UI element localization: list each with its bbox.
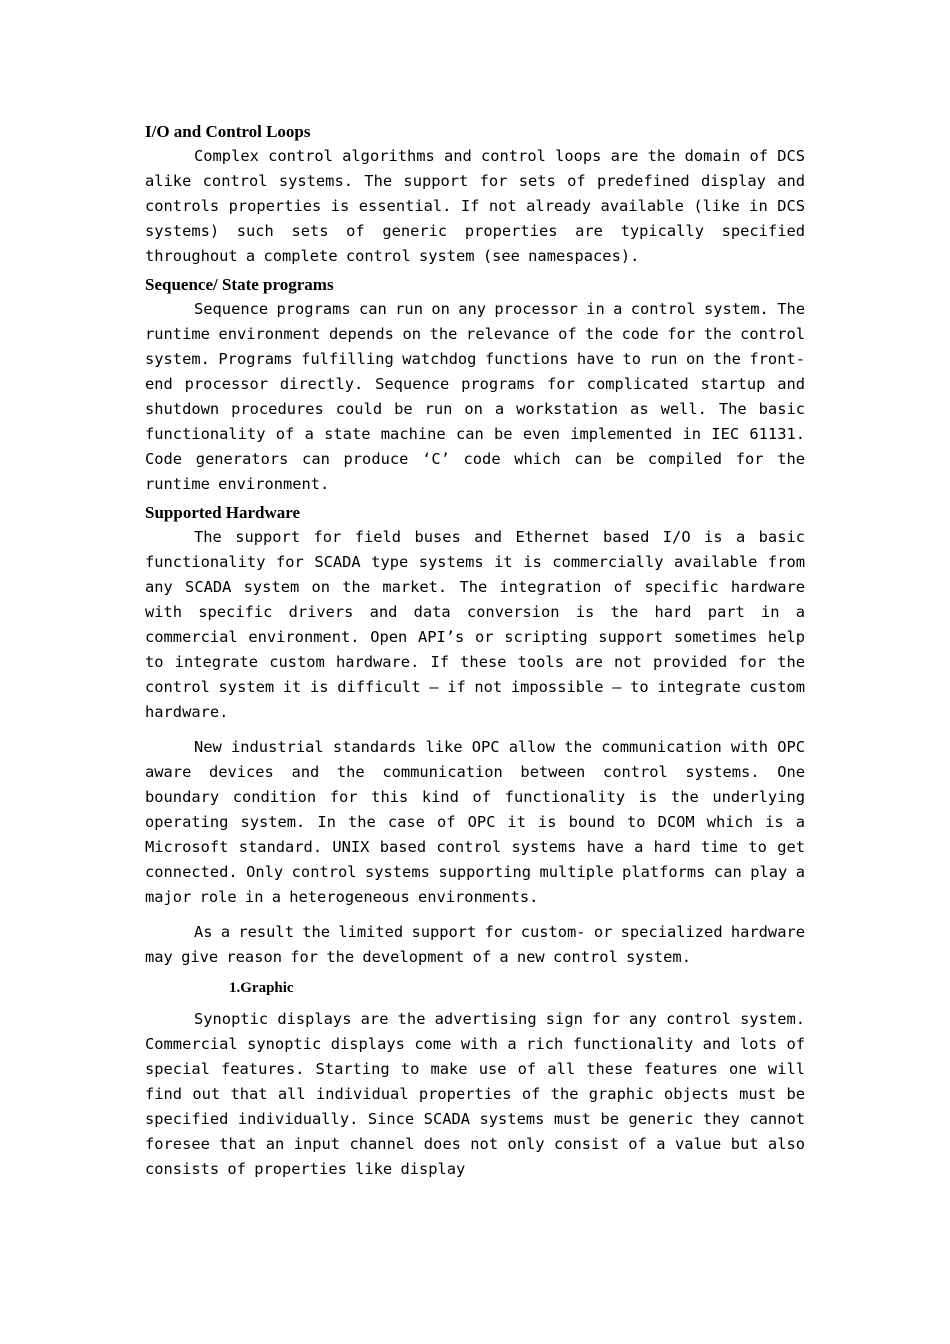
paragraph-hardware-support: The support for field buses and Ethernet based I/O is a basic functionality for SCADA type systems it is commercially available from any SCADA system on the market. The integration of specific hardware with specific drivers and data conversion is the hard part in a commercial environment. Open API’s or scripting support sometimes help to integrate custom hardware. If these tools are not provided for the control system it is difficult – if not impossible – to integrate custom hardware.: [145, 528, 805, 721]
section-heading-io-control-loops: I/O and Control Loops: [145, 122, 311, 141]
section-heading-supported-hardware: Supported Hardware: [145, 503, 301, 522]
document-page: [145, 120, 805, 1182]
paragraph-io-control-loops: Complex control algorithms and control loops are the domain of DCS alike control systems. The support for sets of predefined display and controls properties is essential. If not already available (like in DCS systems) such sets of generic properties are typically specified throughout a complete control system (see namespaces).: [145, 147, 805, 265]
paragraph-opc-standards: New industrial standards like OPC allow the communication with OPC aware devices and the communication between control systems. One boundary condition for this kind of functionality is the underlying operating system. In the case of OPC it is bound to DCOM which is a Microsoft standard. UNIX based control systems have a hard time to get connected. Only control systems supporting multiple platforms can play a major role in a heterogeneous environments.: [145, 738, 805, 906]
paragraph-synoptic-displays: Synoptic displays are the advertising sign for any control system. Commercial synoptic displays come with a rich functionality and lots of special features. Starting to make use of all these features one will find out that all individual properties of the graphic objects must be specified individually. Since SCADA systems must be generic they cannot foresee that an input channel does not only consist of a value but also consists of properties like display: [145, 1010, 805, 1178]
paragraph-hardware-result: As a result the limited support for custom- or specialized hardware may give reason for the development of a new control system.: [145, 923, 805, 966]
paragraph-sequence-programs: Sequence programs can run on any processor in a control system. The runtime environment depends on the relevance of the code for the control system. Programs fulfilling watchdog functions have to run on the front-end processor directly. Sequence programs for complicated startup and shutdown procedures could be run on a workstation as well. The basic functionality of a state machine can be even implemented in IEC 61131. Code generators can produce ‘C’ code which can be compiled for the runtime environment.: [145, 300, 805, 493]
section-heading-sequence-state-programs: Sequence/ State programs: [145, 275, 334, 294]
section-heading-graphic: 1.Graphic: [229, 980, 294, 996]
